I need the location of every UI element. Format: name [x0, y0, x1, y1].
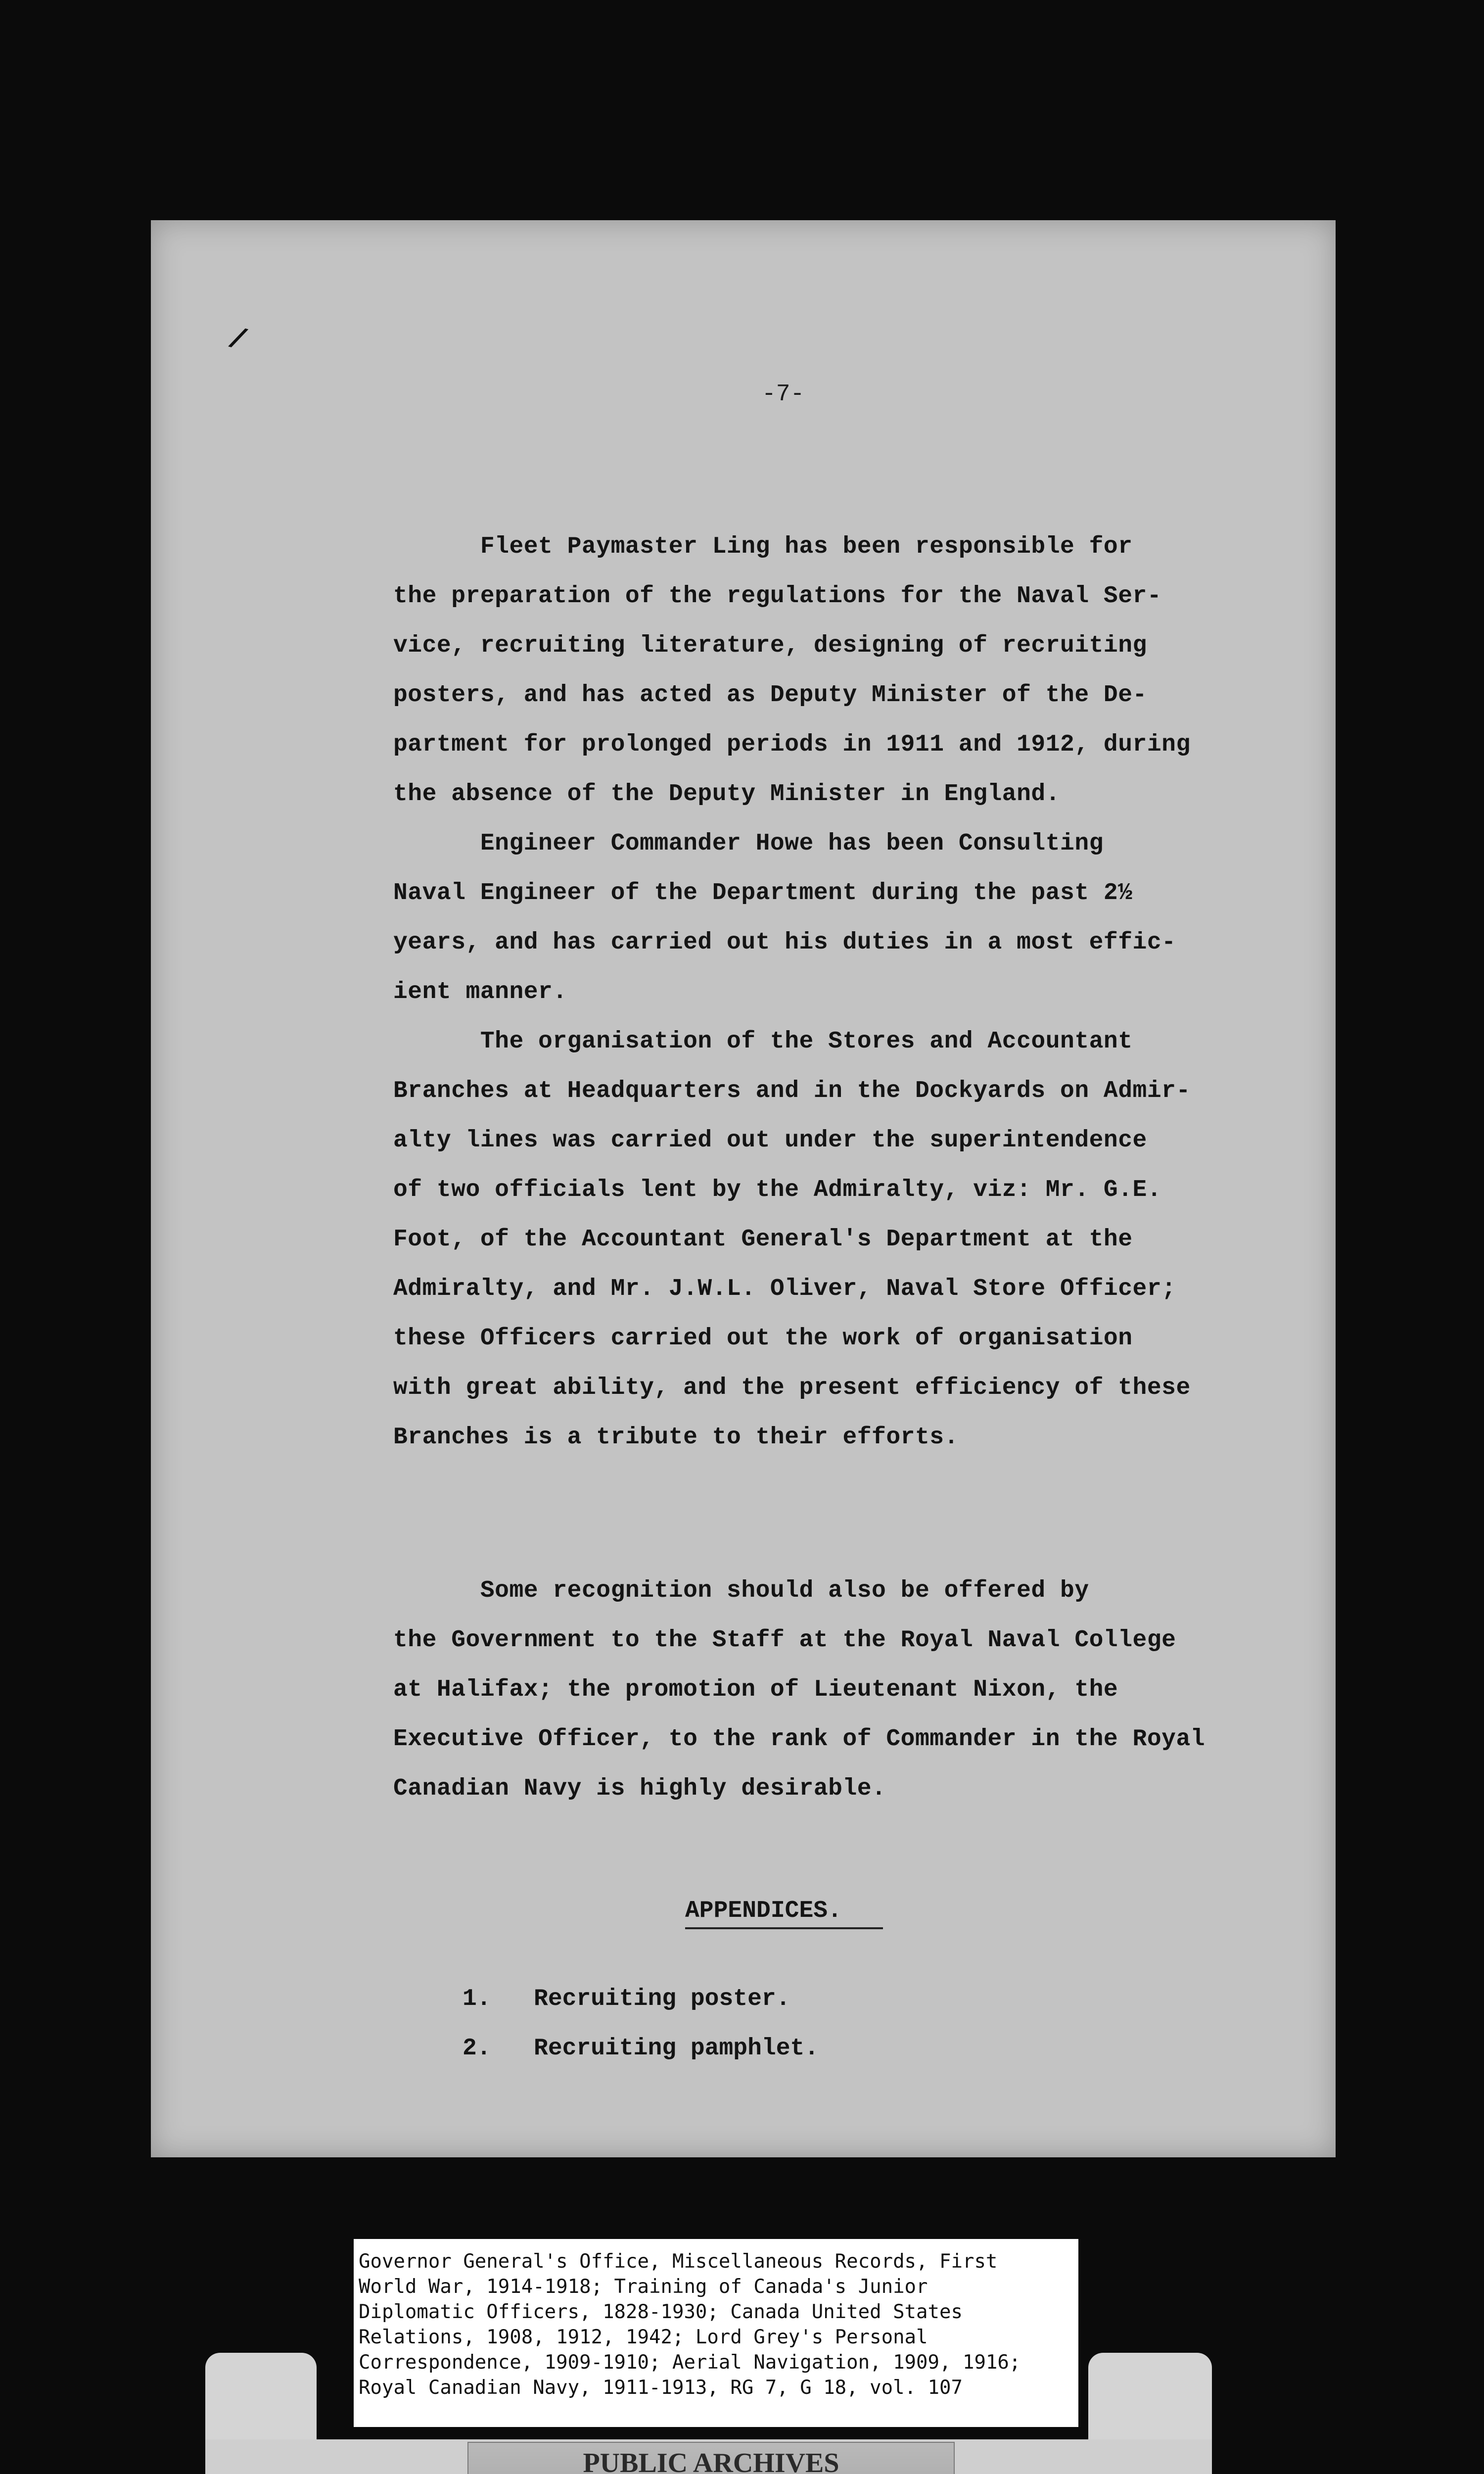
appendix-item: 2. Recruiting pamphlet. [463, 2035, 819, 2062]
text-line: The organisation of the Stores and Accountant [393, 1028, 1133, 1055]
text-line: Admiralty, and Mr. J.W.L. Oliver, Naval Store Officer; [393, 1276, 1176, 1302]
text-line: the absence of the Deputy Minister in England. [393, 781, 1061, 808]
text-line: partment for prolonged periods in 1911 and 1912, during [393, 731, 1191, 758]
text-line: Engineer Commander Howe has been Consulting [393, 830, 1104, 857]
text-line: Executive Officer, to the rank of Commander in the Royal [393, 1726, 1206, 1753]
archive-caption [354, 2239, 1078, 2427]
text-line: Foot, of the Accountant General's Department at the [393, 1226, 1133, 1253]
page-number: -7- [762, 381, 805, 408]
text-line: vice, recruiting literature, designing of recruiting [393, 632, 1147, 659]
appendix-item: 1. Recruiting poster. [463, 1986, 790, 2012]
caption-line: World War, 1914-1918; Training of Canada's Junior [359, 2276, 928, 2298]
caption-line: Relations, 1908, 1912, 1942; Lord Grey's Personal [359, 2326, 928, 2348]
text-line: these Officers carried out the work of organisation [393, 1325, 1133, 1352]
caption-line: Royal Canadian Navy, 1911-1913, RG 7, G 18, vol. 107 [359, 2377, 963, 2399]
text-line: posters, and has acted as Deputy Minister of the De- [393, 682, 1147, 709]
caption-line: Correspondence, 1909-1910; Aerial Navigation, 1909, 1916; [359, 2351, 1021, 2374]
appendix-list [463, 1974, 819, 2073]
text-line: the preparation of the regulations for the Naval Ser- [393, 583, 1162, 610]
margin-mark: / [224, 322, 251, 360]
text-line: Some recognition should also be offered by [393, 1577, 1089, 1604]
appendices-heading: APPENDICES. [685, 1898, 883, 1929]
caption-line: Diplomatic Officers, 1828-1930; Canada United States [359, 2301, 963, 2323]
body-text [393, 522, 1234, 1813]
archives-stamp [467, 2442, 955, 2474]
text-line: Branches is a tribute to their efforts. [393, 1424, 959, 1451]
text-line: Branches at Headquarters and in the Dockyards on Admir- [393, 1078, 1191, 1104]
caption-line: Governor General's Office, Miscellaneous Records, First [359, 2250, 998, 2273]
text-line: alty lines was carried out under the superintendence [393, 1127, 1147, 1154]
text-line: with great ability, and the present efficiency of these [393, 1375, 1191, 1401]
text-line: Fleet Paymaster Ling has been responsible for [393, 533, 1133, 560]
text-line: years, and has carried out his duties in a most effic- [393, 929, 1176, 956]
paragraph-gap [393, 1462, 1234, 1566]
text-line: Canadian Navy is highly desirable. [393, 1775, 886, 1802]
text-line: ient manner. [393, 979, 567, 1005]
text-line: at Halifax; the promotion of Lieutenant Nixon, the [393, 1676, 1118, 1703]
text-line: of two officials lent by the Admiralty, viz: Mr. G.E. [393, 1177, 1162, 1203]
text-line: Naval Engineer of the Department during the past 2½ [393, 880, 1133, 906]
text-line: the Government to the Staff at the Royal Naval College [393, 1627, 1176, 1654]
stamp-line: PUBLIC ARCHIVES [583, 2448, 839, 2474]
